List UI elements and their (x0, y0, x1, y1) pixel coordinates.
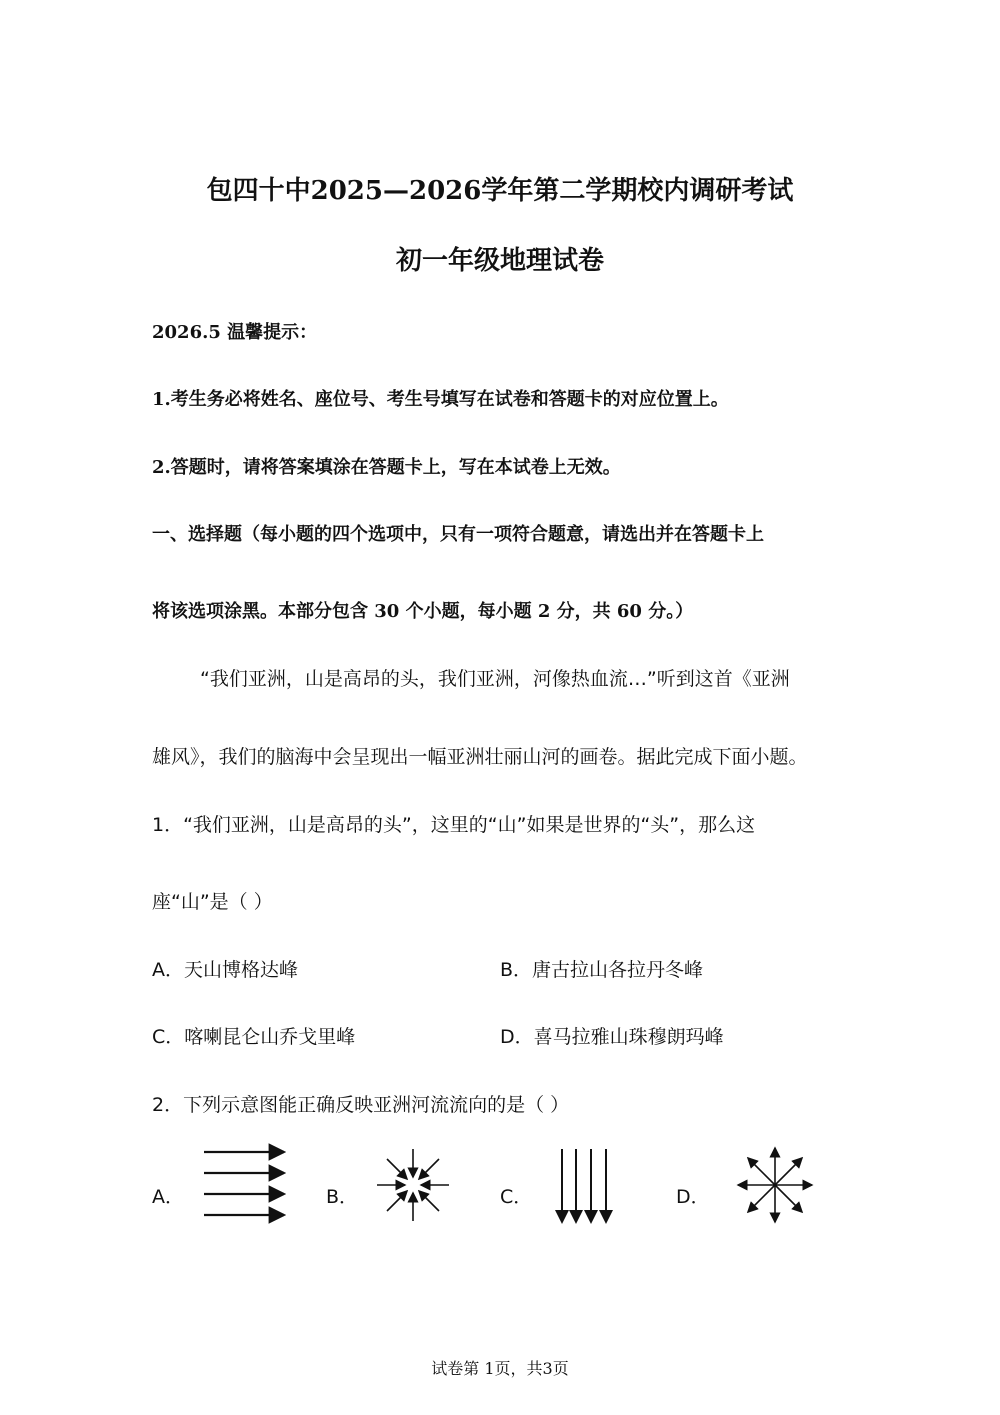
page-footer: 试卷第 1页，共3页 (431, 1359, 569, 1378)
question-2-diagram-a (198, 1140, 294, 1226)
exam-title: 包四十中2025—2026学年第二学期校内调研考试 (206, 176, 794, 206)
section1-instructions-line2: 将该选项涂黑。本部分包含 30 个小题，每小题 2 分，共 60 分。） (152, 601, 694, 622)
arrow-line (748, 1158, 775, 1185)
arrow-line (419, 1191, 439, 1211)
passage-line2: 雄风》，我们的脑海中会呈现出一幅亚洲壮丽山河的画卷。据此完成下面小题。 (152, 746, 808, 768)
arrow-line (748, 1185, 775, 1212)
question-2-diagram-d (734, 1144, 816, 1226)
question-2-diagram-b (374, 1146, 452, 1224)
question-2-label-b: B． (326, 1186, 359, 1208)
arrow-line (419, 1159, 439, 1179)
question-1-stem-line1: 1．“我们亚洲，山是高昂的头”，这里的“山”如果是世界的“头”，那么这 (152, 814, 756, 836)
notice-item-2: 2.答题时，请将答案填涂在答题卡上，写在本试卷上无效。 (152, 457, 621, 478)
question-1-option-d: D．喜马拉雅山珠穆朗玛峰 (500, 1026, 724, 1048)
passage-line1: “我们亚洲，山是高昂的头，我们亚洲，河像热血流…”听到这首《亚洲 (200, 668, 790, 690)
arrow-line (775, 1158, 802, 1185)
notice-heading: 2026.5 温馨提示： (152, 322, 318, 343)
arrow-line (775, 1185, 802, 1212)
notice-item-1: 1.考生务必将姓名、座位号、考生号填写在试卷和答题卡的对应位置上。 (152, 389, 729, 410)
arrow-line (387, 1191, 407, 1211)
section1-instructions-line1: 一、选择题（每小题的四个选项中，只有一项符合题意，请选出并在答题卡上 (152, 524, 764, 545)
question-1-option-c: C．喀喇昆仑山乔戈里峰 (152, 1026, 356, 1048)
question-2-label-a: A． (152, 1186, 184, 1208)
question-2-stem: 2．下列示意图能正确反映亚洲河流流向的是（ ） (152, 1094, 570, 1116)
arrow-line (387, 1159, 407, 1179)
question-1-stem-line2: 座“山”是（ ） (152, 891, 273, 913)
question-2-label-d: D． (676, 1186, 710, 1208)
question-2-diagram-c (552, 1146, 616, 1226)
question-2-label-c: C． (500, 1186, 533, 1208)
question-1-option-b: B．唐古拉山各拉丹冬峰 (500, 959, 704, 981)
question-1-option-a: A．天山博格达峰 (152, 959, 298, 981)
exam-subtitle: 初一年级地理试卷 (395, 246, 604, 276)
